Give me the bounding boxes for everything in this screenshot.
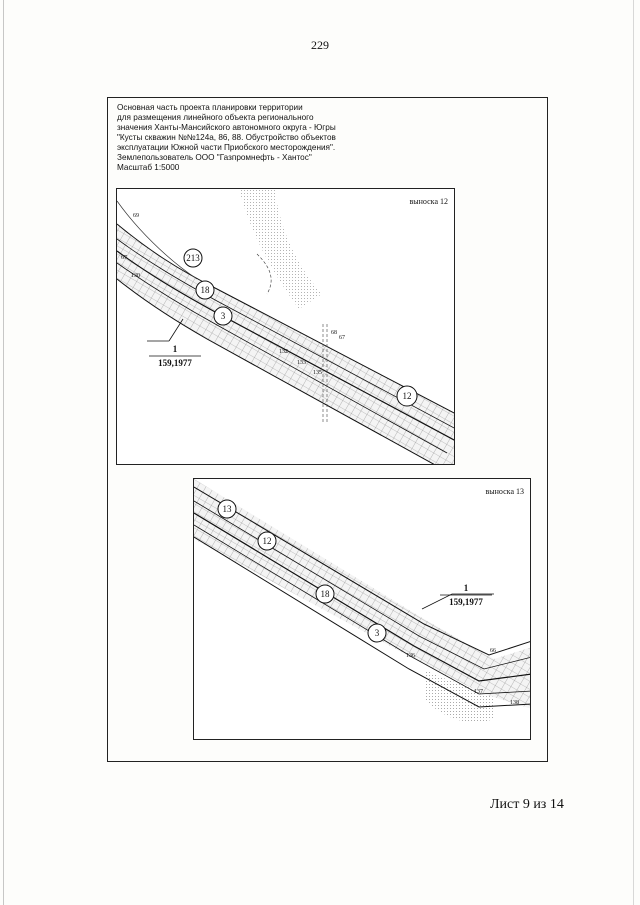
svg-text:13: 13 bbox=[222, 504, 232, 514]
callout-13-map bbox=[194, 479, 531, 740]
svg-text:18: 18 bbox=[320, 589, 330, 599]
map-caption bbox=[117, 103, 447, 173]
leader-line bbox=[147, 319, 183, 341]
sheet-number: Лист 9 из 14 bbox=[490, 797, 564, 812]
caption-line: Масштаб 1:5000 bbox=[117, 163, 180, 172]
point-label: 130 bbox=[131, 273, 140, 279]
caption-line: значения Ханты-Мансийского автономного округа - Югры bbox=[117, 123, 336, 132]
fraction-label bbox=[440, 583, 492, 607]
svg-text:159,1977: 159,1977 bbox=[158, 358, 192, 368]
svg-text:3: 3 bbox=[220, 311, 226, 321]
point-label: 68 bbox=[331, 330, 337, 336]
svg-text:3: 3 bbox=[374, 628, 380, 638]
parcel-circle bbox=[218, 500, 236, 518]
svg-text:1: 1 bbox=[172, 344, 178, 354]
point-label: 138 bbox=[510, 700, 519, 706]
callout-12-map bbox=[117, 189, 455, 465]
page-number: 229 bbox=[311, 38, 329, 52]
parcel-circle bbox=[368, 624, 386, 642]
point-label: 132 bbox=[279, 349, 288, 355]
point-label: 67 bbox=[339, 335, 345, 341]
svg-text:1: 1 bbox=[463, 583, 469, 593]
point-label: 66 bbox=[490, 648, 496, 654]
caption-line: "Кусты скважин №№124а, 86, 88. Обустройство объектов bbox=[117, 133, 336, 142]
parcel-circle bbox=[258, 532, 276, 550]
parcel-circle bbox=[397, 386, 417, 406]
caption-line: Землепользователь ООО "Газпромнефть - Хантос" bbox=[117, 153, 312, 162]
dotted-zone bbox=[239, 189, 322, 309]
scan-edge-right bbox=[633, 0, 634, 905]
svg-text:12: 12 bbox=[402, 391, 412, 401]
parcel-circle bbox=[184, 249, 202, 267]
svg-text:12: 12 bbox=[262, 536, 272, 546]
svg-text:159,1977: 159,1977 bbox=[449, 597, 483, 607]
callout-label: выноска 12 bbox=[409, 197, 448, 206]
parcel-circle bbox=[316, 585, 334, 603]
svg-text:213: 213 bbox=[186, 253, 200, 263]
caption-line: для размещения линейного объекта регионального bbox=[117, 113, 314, 122]
point-label: 69 bbox=[133, 213, 139, 219]
callout-label: выноска 13 bbox=[485, 487, 524, 496]
svg-text:18: 18 bbox=[200, 285, 210, 295]
parcel-circle bbox=[196, 281, 214, 299]
point-label: 137 bbox=[474, 689, 483, 695]
callout-panel-13 bbox=[193, 478, 531, 740]
point-label: 67 bbox=[121, 255, 127, 261]
parcel-circle bbox=[214, 307, 232, 325]
callout-panel-12 bbox=[116, 188, 455, 465]
caption-line: эксплуатации Южной части Приобского месторождения". bbox=[117, 143, 336, 152]
point-label: 133 bbox=[297, 360, 306, 366]
scan-edge-left bbox=[3, 0, 4, 905]
point-label: 136 bbox=[406, 653, 415, 659]
point-label: 135 bbox=[313, 370, 322, 376]
fraction-label bbox=[149, 344, 201, 368]
caption-line: Основная часть проекта планировки территории bbox=[117, 103, 303, 112]
